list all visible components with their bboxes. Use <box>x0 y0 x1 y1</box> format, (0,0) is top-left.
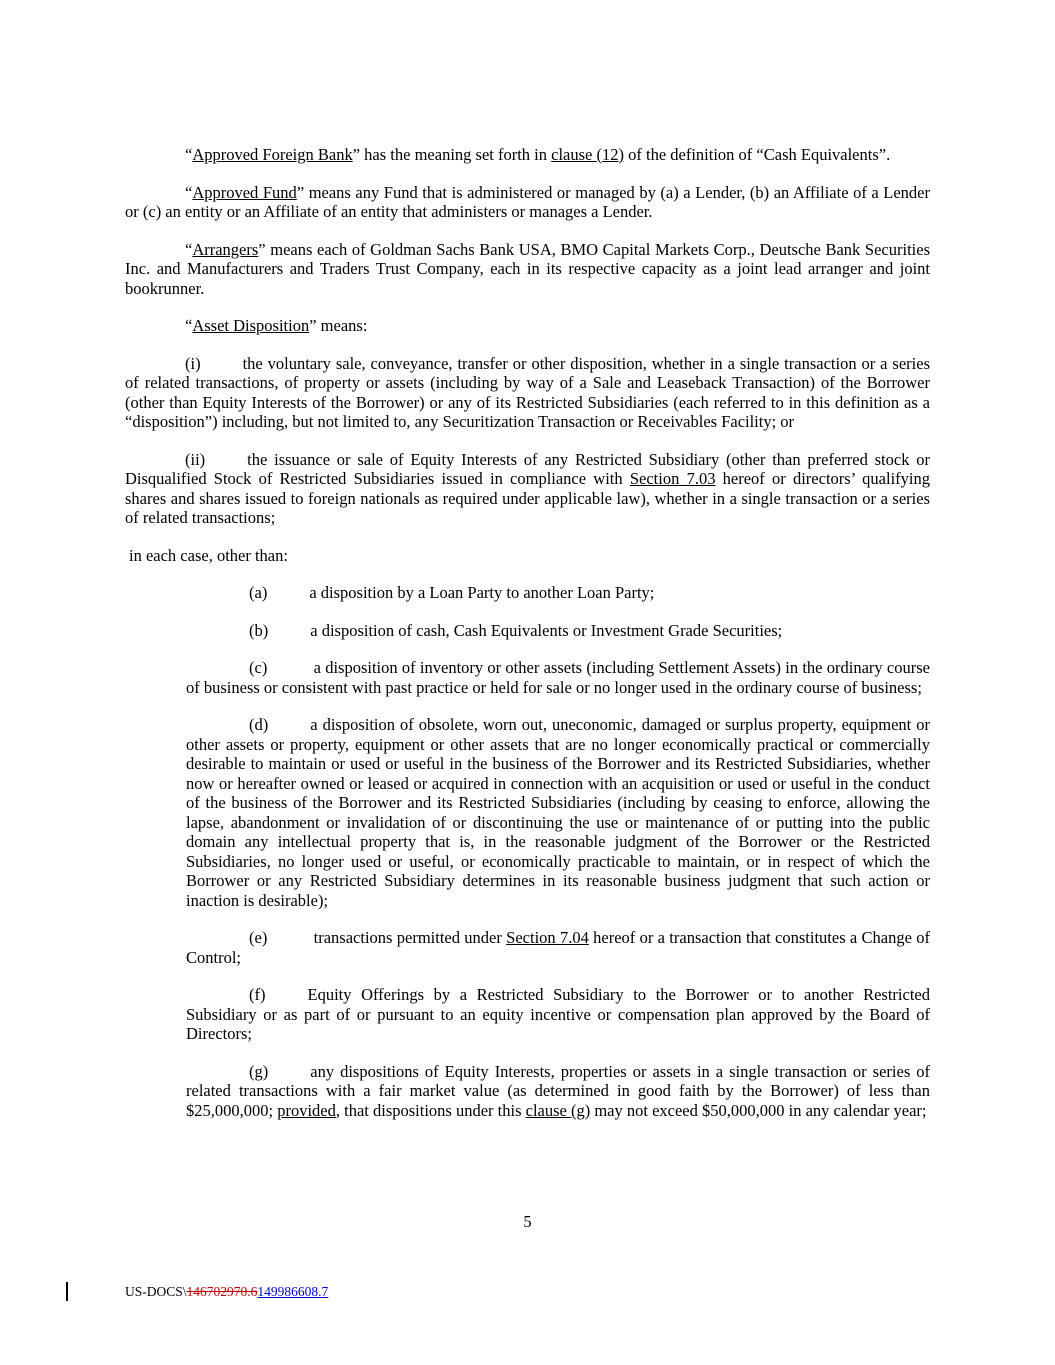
text-run: of the definition of “Cash Equivalents”. <box>623 145 891 164</box>
text-run: a disposition of cash, Cash Equivalents or Investment Grade Securities; <box>310 620 783 640</box>
text-run: (g) <box>249 1061 269 1081</box>
underlined-term: Approved Fund <box>192 182 297 202</box>
text-run: (b) <box>249 620 269 640</box>
text-run: may not exceed $50,000,000 in any calendar year; <box>590 1100 927 1120</box>
text-run: (a) <box>249 583 268 602</box>
text-run: “ <box>185 239 193 259</box>
clause-g <box>186 1062 930 1121</box>
text-run: transactions permitted under <box>309 928 507 947</box>
clause-i <box>125 354 930 432</box>
page-number: 5 <box>523 1212 532 1231</box>
para-in-each-case <box>125 546 930 566</box>
underlined-term: Section 7.03 <box>629 469 716 488</box>
text-run: (i) <box>185 353 201 373</box>
footer-doc-id-prefix: US-DOCS\ <box>125 1284 187 1299</box>
text-run: in each case, other than: <box>129 545 288 565</box>
clause-e <box>186 928 930 967</box>
clause-b <box>186 621 930 641</box>
clause-f <box>186 985 930 1044</box>
text-run: ” means: <box>309 316 368 335</box>
clause-d <box>186 715 930 910</box>
footer-inserted-doc-number: 149986608.7 <box>257 1284 329 1299</box>
text-run: hereof or a transaction that constitutes a Change of Control; <box>186 928 931 967</box>
text-run: (d) <box>249 715 269 734</box>
underlined-term: provided <box>277 1100 336 1120</box>
text-run: (c) <box>249 658 268 677</box>
footer-deleted-doc-number: 146702970.6 <box>186 1284 258 1299</box>
text-run: (f) <box>249 985 266 1004</box>
text-run: a disposition of inventory or other assets (including Settlement Assets) in the ordinary course of business or consistent with past practice or held for sale or no longer used in the ordinary course of business; <box>186 658 930 697</box>
text-run: ” means each of Goldman Sachs Bank USA, BMO Capital Markets Corp., Deutsche Bank Securities Inc. and Manufacturers and Traders Trust Company, each in its respective capacity as a joint lead arranger and joint bookrunner. <box>125 239 930 298</box>
text-run: , that dispositions under this <box>335 1100 526 1120</box>
clause-a <box>186 583 930 603</box>
para-approved-foreign-bank <box>125 145 930 165</box>
para-approved-fund <box>125 183 930 222</box>
para-asset-disposition <box>125 316 930 336</box>
text-run: “ <box>185 316 193 335</box>
underlined-term: Asset Disposition <box>192 316 310 335</box>
change-bar <box>66 1282 68 1301</box>
text-run: the voluntary sale, conveyance, transfer or other disposition, whether in a single transaction or a series of related transactions, of property or assets (including by way of a Sale and Leaseback Transaction) of the Borrower (other than Equity Interests of the Borrower) or any of its Restricted Subsidiaries (each referred to in this definition as a “disposition”) including, but not limited to, any Securitization Transaction or Receivables Facility; or <box>125 353 930 431</box>
document-body <box>125 0 930 1120</box>
text-run: (ii) <box>185 449 206 469</box>
text-run: (e) <box>249 928 268 947</box>
underlined-term: Approved Foreign Bank <box>192 145 353 164</box>
underlined-term: clause (12) <box>551 145 624 164</box>
clause-c <box>186 658 930 697</box>
underlined-term: clause (g) <box>525 1100 591 1120</box>
footer <box>125 1284 328 1300</box>
text-run: Equity Offerings by a Restricted Subsidiary to the Borrower or to another Restricted Subsidiary or as part of or pursuant to an equity incentive or compensation plan approved by the Board of Directors; <box>186 985 930 1043</box>
text-run: ” has the meaning set forth in <box>352 145 552 164</box>
underlined-term: Arrangers <box>192 239 259 259</box>
underlined-term: Section 7.04 <box>506 928 589 947</box>
para-arrangers <box>125 240 930 299</box>
text-run: a disposition by a Loan Party to another Loan Party; <box>309 583 655 602</box>
text-run: a disposition of obsolete, worn out, uneconomic, damaged or surplus property, equipment or other assets or property, equipment or other assets that are no longer economically practical or commercially desirable to maintain or used or useful in the business of the Borrower and its Restricted Subsidiaries, whether now or hereafter owned or leased or acquired in connection with an acquisition or used or useful in the conduct of the business of the Borrower and its Restricted Subsidiaries (including by ceasing to enforce, allowing the lapse, abandonment or invalidation of or discontinuing the use or maintenance of or putting into the public domain any intellectual property that is, in the reasonable judgment of the Borrower or the Restricted Subsidiaries, no longer used or useful, or economically practicable to maintain, or in respect of which the Borrower or any Restricted Subsidiary determines in its reasonable business judgment that such action or inaction is desirable); <box>186 715 930 910</box>
text-run: “ <box>185 145 193 164</box>
text-run: any dispositions of Equity Interests, properties or assets in a single transaction or series of related transactions with a fair market value (as determined in good faith by the Borrower) of less than $25,000,000; <box>186 1061 930 1120</box>
text-run: the issuance or sale of Equity Interests of any Restricted Subsidiary (other than preferred stock or Disqualified Stock of Restricted Subsidiaries issued in compliance with <box>125 449 930 488</box>
text-run: ” means any Fund that is administered or managed by (a) a Lender, (b) an Affiliate of a Lender or (c) an entity or an Affiliate of an entity that administers or manages a Lender. <box>125 182 930 221</box>
text-run: “ <box>185 182 193 202</box>
text-run: hereof or directors’ qualifying shares and shares issued to foreign nationals as required under applicable law), whether in a single transaction or a series of related transactions; <box>125 469 931 527</box>
clause-ii <box>125 450 930 528</box>
